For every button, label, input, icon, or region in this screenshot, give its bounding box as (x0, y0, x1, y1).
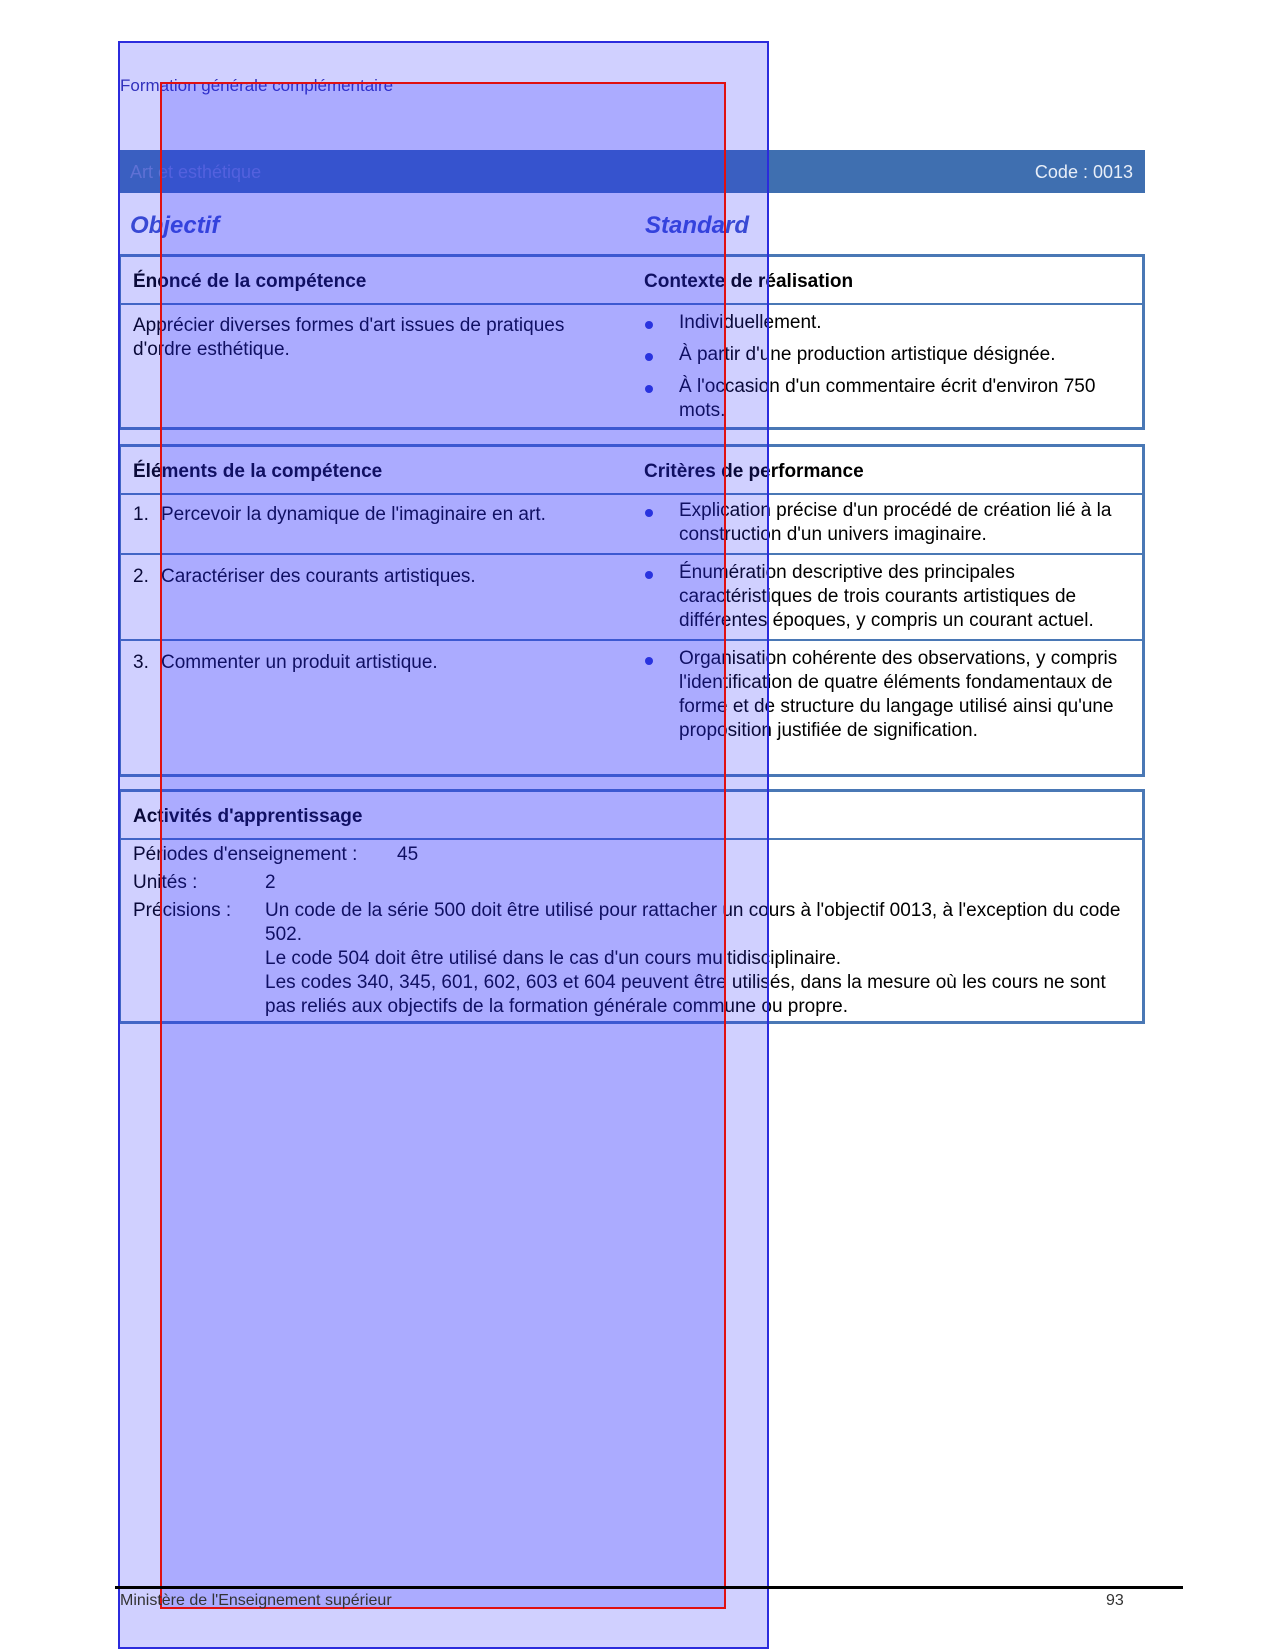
context-heading: Contexte de réalisation (644, 271, 854, 292)
criterion-text: Organisation cohérente des observations, y compris l'identification de quatre éléments fondamentaux de forme et de structure du langage utilisé ainsi qu'une proposition justifiée de signification. (679, 648, 1118, 741)
objective-heading: Objectif (130, 212, 220, 239)
standard-heading: Standard (645, 212, 750, 239)
units-value: 2 (265, 872, 276, 893)
criterion-text: Explication précise d'un procédé de création lié à la construction d'un univers imaginaire. (679, 500, 1112, 545)
element-number: 3. (133, 652, 149, 673)
context-item: À l'occasion d'un commentaire écrit d'environ 750 mots. (679, 376, 1096, 421)
units-label: Unités : (133, 872, 198, 893)
subject-name: Art et esthétique (130, 162, 262, 182)
footer-rule (115, 1586, 1183, 1589)
element-number: 2. (133, 566, 149, 587)
element-text: Percevoir la dynamique de l'imaginaire en art. (161, 504, 546, 525)
activities-heading: Activités d'apprentissage (133, 806, 363, 827)
periods-value: 45 (397, 844, 419, 865)
periods-label: Périodes d'enseignement : (133, 844, 358, 865)
element-number: 1. (133, 504, 149, 525)
competence-statement: Apprécier diverses formes d'art issues de pratiques d'ordre esthétique. (133, 315, 565, 360)
elements-heading: Éléments de la compétence (133, 461, 383, 482)
footer-ministry: Ministère de l'Enseignement supérieur (120, 1592, 392, 1609)
document-section-title: Formation générale complémentaire (120, 76, 394, 95)
page-number: 93 (1106, 1592, 1124, 1609)
precision-text: Le code 504 doit être utilisé dans le cas d'un cours multidisciplinaire. (265, 948, 842, 969)
precision-text: Un code de la série 500 doit être utilisé pour rattacher un cours à l'objectif 0013, à l'exception du code 502. (265, 900, 1121, 945)
precisions-label: Précisions : (133, 900, 232, 921)
context-item: À partir d'une production artistique désignée. (679, 344, 1056, 365)
element-text: Caractériser des courants artistiques. (161, 566, 476, 587)
criterion-text: Énumération descriptive des principales caractéristiques de trois courants artistiques de différentes époques, y compris un courant actuel. (679, 562, 1094, 631)
criteria-heading: Critères de performance (644, 461, 864, 482)
selection-region (160, 82, 726, 1609)
competence-statement-heading: Énoncé de la compétence (133, 271, 367, 292)
element-text: Commenter un produit artistique. (161, 652, 438, 673)
subject-code: Code : 0013 (1034, 162, 1133, 182)
context-item: Individuellement. (679, 312, 822, 333)
precision-text: Les codes 340, 345, 601, 602, 603 et 604 peuvent être utilisés, dans la mesure où les cours ne sont pas reliés aux objectifs de la formation générale commune ou propre. (265, 972, 1106, 1017)
